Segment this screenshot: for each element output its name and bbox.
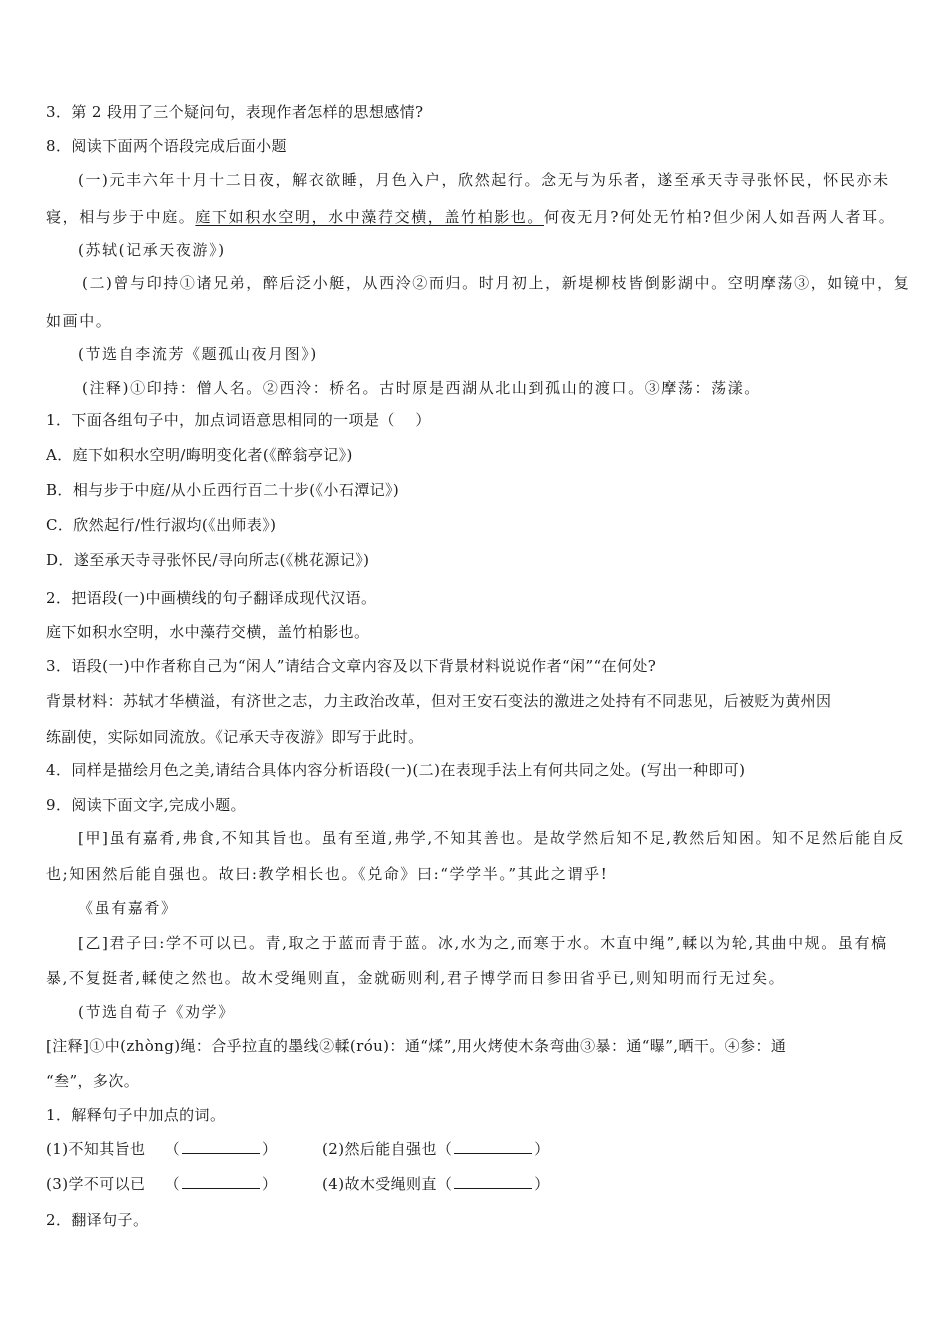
question-8-2-sentence: 庭下如积水空明，水中藻荇交横，盖竹柏影也。	[46, 623, 370, 641]
fill-item-label: (1)不知其旨也	[46, 1140, 146, 1158]
question-8-title: 8．阅读下面两个语段完成后面小题	[46, 137, 287, 155]
fill-item-2	[322, 1139, 550, 1159]
underlined-sentence: 庭下如积水空明，水中藻荇交横，盖竹柏影也。	[195, 208, 545, 226]
question-8-4: 4．同样是描绘月色之美,请结合具体内容分析语段(一)(二)在表现手法上有何共同之处。(写出一种即可)	[46, 761, 746, 779]
answer-blank[interactable]	[454, 1174, 532, 1189]
bracket-open: （	[436, 1140, 453, 1158]
bracket-open: （	[436, 1175, 453, 1193]
bracket-open: （	[164, 1140, 181, 1158]
answer-blank[interactable]	[454, 1139, 532, 1154]
passage-2-notes: (注释)①印持：僧人名。②西泠：桥名。古时原是西湖从北山到孤山的渡口。③摩荡：荡漾。	[82, 379, 761, 397]
question-9-title: 9．阅读下面文字,完成小题。	[46, 796, 246, 814]
bracket-close: ）	[534, 1175, 550, 1193]
question-9-1: 1．解释句子中加点的词。	[46, 1106, 226, 1124]
passage-1-line-2	[46, 207, 895, 227]
bracket-close: ）	[262, 1140, 278, 1158]
option-b: B．相与步于中庭/从小丘西行百二十步(《小石潭记》)	[46, 481, 400, 499]
question-8-1: 1．下面各组句子中，加点词语意思相同的一项是（ ）	[46, 411, 431, 429]
passage-yi-source: (节选自荀子《劝学》	[78, 1003, 235, 1021]
fill-item-1	[46, 1139, 277, 1159]
option-d: D．遂至承天寺寻张怀民/寻向所志(《桃花源记》)	[46, 551, 370, 569]
bracket-open: （	[164, 1175, 181, 1193]
passage-1-source: (苏轼(记承天夜游》)	[78, 241, 226, 259]
passage-1-line-1: (一)元丰六年十月十二日夜，解衣欲睡，月色入户，欣然起行。念无与为乐者，遂至承天寺寻张怀民，怀民亦未	[78, 171, 890, 189]
fill-item-3	[46, 1174, 277, 1194]
bracket-close: ）	[262, 1175, 278, 1193]
passage-yi-line-2: 暴,不复挺者,輮使之然也。故木受绳则直，金就砺则利,君子博学而日参田省乎已,则知明而行无过矣。	[46, 969, 786, 987]
passage-jia-source: 《虽有嘉肴》	[78, 899, 178, 917]
answer-blank[interactable]	[182, 1174, 260, 1189]
background-material-line-2: 练副使，实际如同流放。《记承天寺夜游》即写于此时。	[46, 728, 424, 746]
bracket-close: ）	[534, 1140, 550, 1158]
option-c: C．欣然起行/性行淑均(《出师表》)	[46, 516, 277, 534]
passage-2-line-1: (二)曾与印持①诸兄弟，醉后泛小艇，从西泠②而归。时月初上，新堤柳枝皆倒影湖中。空明摩荡③，如镜中，复	[82, 274, 911, 292]
passage-yi-line-1: [乙]君子曰:学不可以已。青,取之于蓝而青于蓝。冰,水为之,而寒于水。木直中绳”,輮以为轮,其曲中规。虽有槁	[78, 934, 888, 952]
question-9-notes-line-2: “叁”，多次。	[46, 1072, 140, 1090]
passage-2-source: (节选自李流芳《题孤山夜月图》)	[78, 345, 318, 363]
fill-item-label: (3)学不可以已	[46, 1175, 146, 1193]
question-9-notes-line-1: [注释]①中(zhòng)绳：合乎拉直的墨线②輮(róu)：通“煣”,用火烤使木条弯曲③暴：通“曝”,晒干。④参：通	[46, 1037, 787, 1055]
question-9-2: 2．翻译句子。	[46, 1211, 149, 1229]
passage-1-text-end: 何夜无月?何处无竹柏?但少闲人如吾两人者耳。	[544, 208, 896, 226]
fill-item-label: (2)然后能自强也	[322, 1140, 437, 1158]
passage-jia-line-1: [甲]虽有嘉肴,弗食,不知其旨也。虽有至道,弗学,不知其善也。是故学然后知不足,教然后知困。知不足然后能自反	[78, 829, 905, 847]
passage-1-text: 寝，相与步于中庭。	[46, 208, 196, 226]
answer-blank[interactable]	[182, 1139, 260, 1154]
question-8-2: 2．把语段(一)中画横线的句子翻译成现代汉语。	[46, 589, 377, 607]
fill-item-label: (4)故木受绳则直	[322, 1175, 437, 1193]
question-3-prev: 3．第 2 段用了三个疑问句，表现作者怎样的思想感情?	[46, 103, 424, 121]
passage-2-line-2: 如画中。	[46, 312, 113, 330]
background-material-line-1: 背景材料：苏轼才华横溢，有济世之志，力主政治改革，但对王安石变法的激进之处持有不同悲见，后被贬为黄州因	[46, 692, 832, 710]
option-a: A．庭下如积水空明/晦明变化者(《醉翁亭记》)	[46, 446, 353, 464]
passage-jia-line-2: 也;知困然后能自强也。故曰:教学相长也。《兑命》曰:“学学半。”其此之谓乎!	[46, 865, 609, 883]
fill-item-4	[322, 1174, 550, 1194]
question-8-3: 3．语段(一)中作者称自己为“闲人”请结合文章内容及以下背景材料说说作者“闲”“在何处?	[46, 657, 657, 675]
